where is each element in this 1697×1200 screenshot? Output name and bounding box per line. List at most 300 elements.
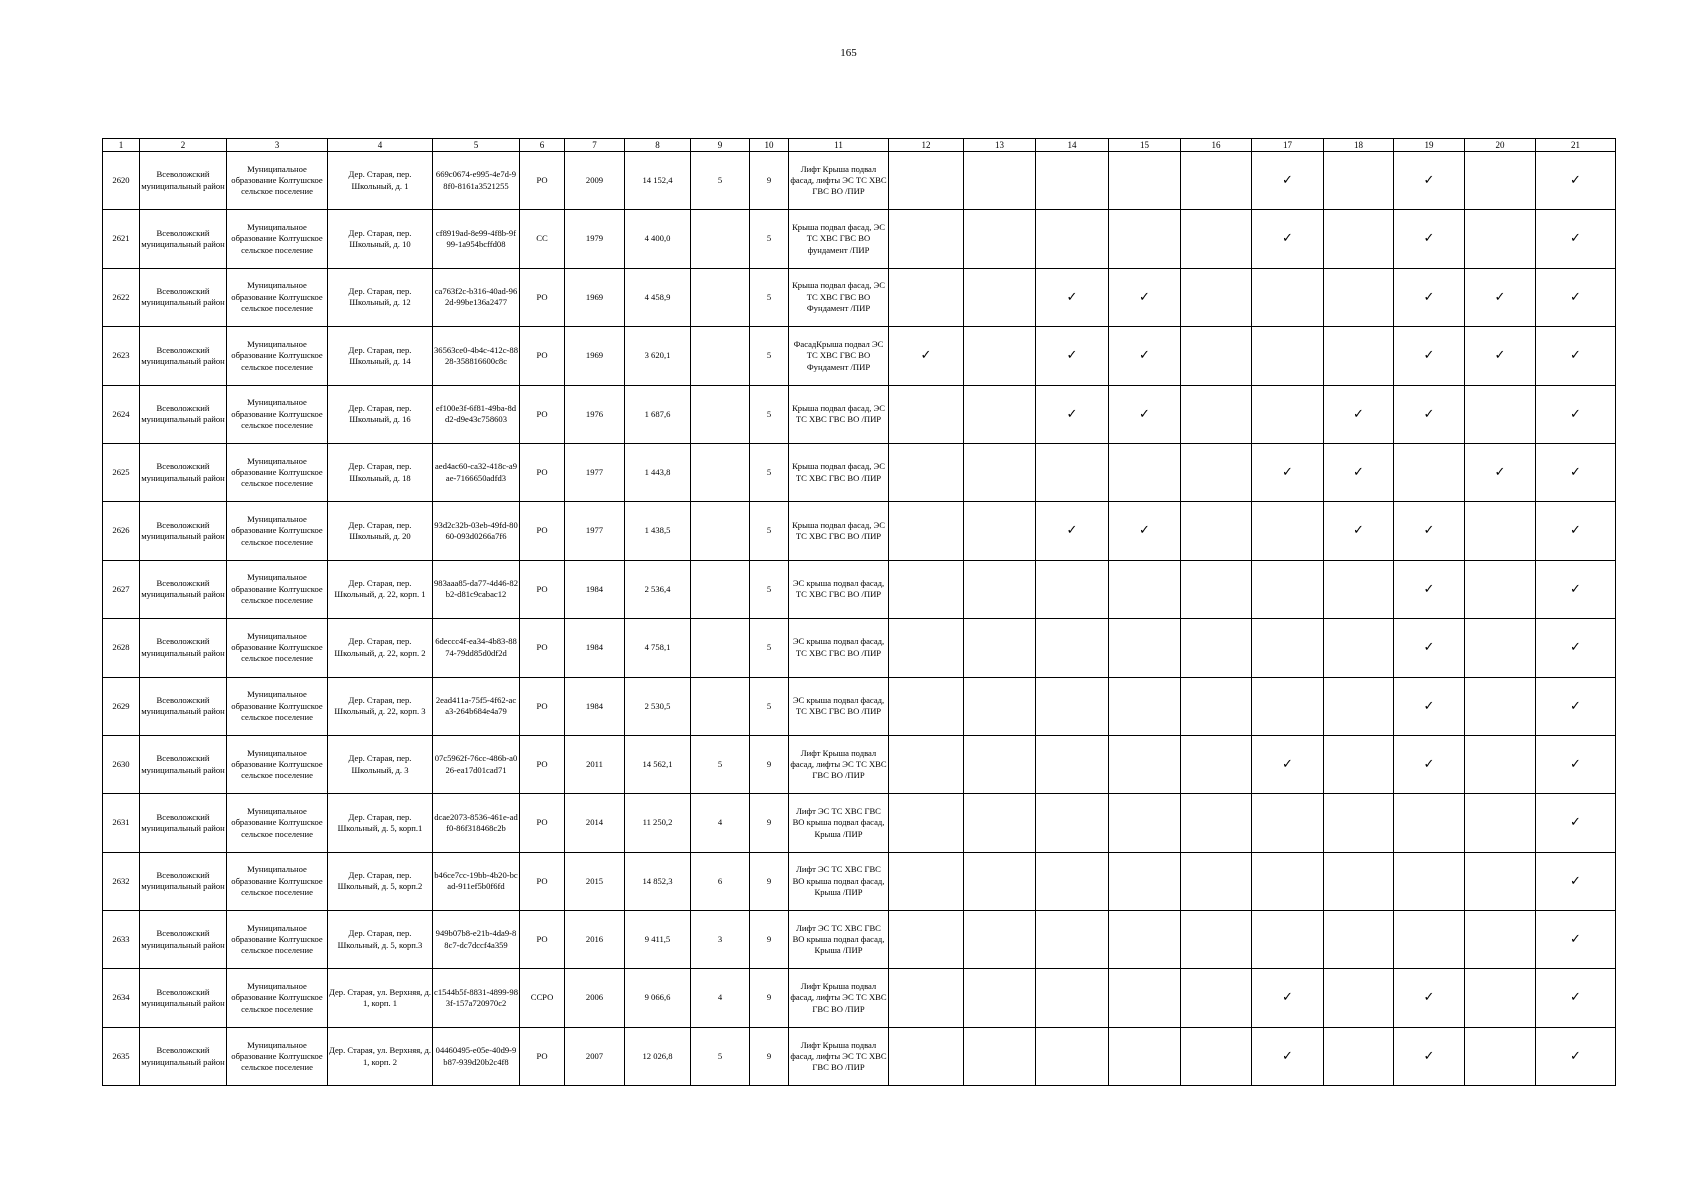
floors-cell: 9 bbox=[750, 911, 789, 969]
work-type-cell-15 bbox=[1109, 327, 1181, 385]
row-number: 2628 bbox=[103, 619, 140, 677]
row-number: 2627 bbox=[103, 560, 140, 618]
work-type-cell-20 bbox=[1465, 210, 1536, 268]
work-type-cell-20 bbox=[1465, 443, 1536, 501]
check-icon: ✓ bbox=[1570, 581, 1581, 597]
area-cell: 14 852,3 bbox=[625, 852, 691, 910]
work-type-cell-17 bbox=[1252, 385, 1324, 443]
district-cell: Всеволожский муниципальный район bbox=[140, 502, 227, 560]
table-row bbox=[103, 677, 1616, 735]
works-cell: ЭС крыша подвал фасад, ТС ХВС ГВС ВО /ПИР bbox=[789, 677, 889, 735]
row-number: 2624 bbox=[103, 385, 140, 443]
lift-count-cell bbox=[691, 560, 750, 618]
district-cell: Всеволожский муниципальный район bbox=[140, 619, 227, 677]
work-type-cell-18 bbox=[1324, 735, 1394, 793]
work-type-cell-19 bbox=[1394, 1027, 1465, 1085]
district-cell: Всеволожский муниципальный район bbox=[140, 677, 227, 735]
work-type-cell-19 bbox=[1394, 327, 1465, 385]
guid-cell: aed4ac60-ca32-418c-a9ae-7166650adfd3 bbox=[433, 443, 520, 501]
row-number: 2622 bbox=[103, 268, 140, 326]
check-icon: ✓ bbox=[1423, 348, 1435, 364]
work-type-cell-13 bbox=[964, 210, 1036, 268]
page-number: 165 bbox=[840, 47, 857, 59]
guid-cell: ef100e3f-6f81-49ba-8dd2-d9e43c758603 bbox=[433, 385, 520, 443]
address-cell: Дер. Старая, пер. Школьный, д. 22, корп. 3 bbox=[328, 677, 433, 735]
work-type-cell-17 bbox=[1252, 152, 1324, 210]
column-number-21: 21 bbox=[1536, 139, 1616, 152]
district-cell: Всеволожский муниципальный район bbox=[140, 327, 227, 385]
year-cell: 2006 bbox=[565, 969, 625, 1027]
work-type-cell-17 bbox=[1252, 268, 1324, 326]
guid-cell: 669c0674-e995-4e7d-98f0-8161a3521255 bbox=[433, 152, 520, 210]
guid-cell: b46ce7cc-19bb-4b20-bcad-911ef5b0f6fd bbox=[433, 852, 520, 910]
row-number: 2621 bbox=[103, 210, 140, 268]
work-type-cell-15 bbox=[1109, 443, 1181, 501]
municipality-cell: Муниципальное образование Колтушское сельское поселение bbox=[227, 560, 328, 618]
ownership-type-cell: РО bbox=[520, 560, 565, 618]
work-type-cell-21 bbox=[1536, 969, 1616, 1027]
work-type-cell-20 bbox=[1465, 735, 1536, 793]
district-cell: Всеволожский муниципальный район bbox=[140, 735, 227, 793]
work-type-cell-21 bbox=[1536, 560, 1616, 618]
row-number: 2625 bbox=[103, 443, 140, 501]
work-type-cell-16 bbox=[1181, 852, 1252, 910]
work-type-cell-13 bbox=[964, 327, 1036, 385]
table-row bbox=[103, 268, 1616, 326]
work-type-cell-13 bbox=[964, 852, 1036, 910]
work-type-cell-12 bbox=[889, 1027, 964, 1085]
work-type-cell-21 bbox=[1536, 735, 1616, 793]
work-type-cell-16 bbox=[1181, 210, 1252, 268]
work-type-cell-17 bbox=[1252, 794, 1324, 852]
column-number-9: 9 bbox=[691, 139, 750, 152]
ownership-type-cell: РО bbox=[520, 677, 565, 735]
row-number: 2626 bbox=[103, 502, 140, 560]
work-type-cell-13 bbox=[964, 1027, 1036, 1085]
work-type-cell-18 bbox=[1324, 560, 1394, 618]
table-row bbox=[103, 1027, 1616, 1085]
work-type-cell-15 bbox=[1109, 385, 1181, 443]
ownership-type-cell: РО bbox=[520, 385, 565, 443]
lift-count-cell bbox=[691, 502, 750, 560]
floors-cell: 5 bbox=[750, 619, 789, 677]
area-cell: 1 687,6 bbox=[625, 385, 691, 443]
work-type-cell-14 bbox=[1036, 911, 1109, 969]
column-number-5: 5 bbox=[433, 139, 520, 152]
check-icon: ✓ bbox=[1570, 640, 1581, 656]
check-icon: ✓ bbox=[1570, 348, 1581, 364]
year-cell: 1977 bbox=[565, 443, 625, 501]
work-type-cell-13 bbox=[964, 502, 1036, 560]
table-row bbox=[103, 443, 1616, 501]
lift-count-cell bbox=[691, 443, 750, 501]
work-type-cell-20 bbox=[1465, 969, 1536, 1027]
work-type-cell-17 bbox=[1252, 327, 1324, 385]
works-cell: Крыша подвал фасад, ЭС ТС ХВС ГВС ВО фундамент /ПИР bbox=[789, 210, 889, 268]
work-type-cell-13 bbox=[964, 385, 1036, 443]
address-cell: Дер. Старая, пер. Школьный, д. 16 bbox=[328, 385, 433, 443]
address-cell: Дер. Старая, пер. Школьный, д. 10 bbox=[328, 210, 433, 268]
year-cell: 1984 bbox=[565, 560, 625, 618]
work-type-cell-21 bbox=[1536, 794, 1616, 852]
check-icon: ✓ bbox=[1423, 173, 1435, 189]
work-type-cell-17 bbox=[1252, 210, 1324, 268]
check-icon: ✓ bbox=[1570, 231, 1581, 247]
municipality-cell: Муниципальное образование Колтушское сельское поселение bbox=[227, 385, 328, 443]
check-icon: ✓ bbox=[1353, 464, 1364, 480]
works-cell: ФасадКрыша подвал ЭС ТС ХВС ГВС ВО Фундамент /ПИР bbox=[789, 327, 889, 385]
work-type-cell-21 bbox=[1536, 1027, 1616, 1085]
ownership-type-cell: РО bbox=[520, 794, 565, 852]
row-number: 2633 bbox=[103, 911, 140, 969]
column-number-11: 11 bbox=[789, 139, 889, 152]
work-type-cell-19 bbox=[1394, 210, 1465, 268]
work-type-cell-12 bbox=[889, 619, 964, 677]
work-type-cell-14 bbox=[1036, 619, 1109, 677]
work-type-cell-14 bbox=[1036, 794, 1109, 852]
work-type-cell-18 bbox=[1324, 911, 1394, 969]
work-type-cell-15 bbox=[1109, 852, 1181, 910]
work-type-cell-20 bbox=[1465, 152, 1536, 210]
floors-cell: 5 bbox=[750, 677, 789, 735]
year-cell: 2015 bbox=[565, 852, 625, 910]
work-type-cell-12 bbox=[889, 969, 964, 1027]
year-cell: 1979 bbox=[565, 210, 625, 268]
floors-cell: 9 bbox=[750, 1027, 789, 1085]
check-icon: ✓ bbox=[1423, 581, 1435, 597]
column-number-2: 2 bbox=[140, 139, 227, 152]
work-type-cell-20 bbox=[1465, 911, 1536, 969]
row-number: 2631 bbox=[103, 794, 140, 852]
column-number-19: 19 bbox=[1394, 139, 1465, 152]
lift-count-cell bbox=[691, 327, 750, 385]
check-icon: ✓ bbox=[1139, 348, 1150, 364]
area-cell: 9 411,5 bbox=[625, 911, 691, 969]
works-cell: Лифт ЭС ТС ХВС ГВС ВО крыша подвал фасад, Крыша /ПИР bbox=[789, 911, 889, 969]
lift-count-cell: 6 bbox=[691, 852, 750, 910]
work-type-cell-17 bbox=[1252, 677, 1324, 735]
work-type-cell-16 bbox=[1181, 735, 1252, 793]
work-type-cell-18 bbox=[1324, 969, 1394, 1027]
check-icon: ✓ bbox=[1066, 289, 1078, 305]
work-type-cell-12 bbox=[889, 560, 964, 618]
work-type-cell-19 bbox=[1394, 911, 1465, 969]
address-cell: Дер. Старая, пер. Школьный, д. 5, корп.3 bbox=[328, 911, 433, 969]
work-type-cell-19 bbox=[1394, 969, 1465, 1027]
work-type-cell-16 bbox=[1181, 268, 1252, 326]
floors-cell: 5 bbox=[750, 327, 789, 385]
work-type-cell-14 bbox=[1036, 327, 1109, 385]
work-type-cell-19 bbox=[1394, 735, 1465, 793]
check-icon: ✓ bbox=[920, 348, 932, 364]
work-type-cell-16 bbox=[1181, 152, 1252, 210]
floors-cell: 5 bbox=[750, 268, 789, 326]
district-cell: Всеволожский муниципальный район bbox=[140, 911, 227, 969]
works-cell: Крыша подвал фасад, ЭС ТС ХВС ГВС ВО /ПИР bbox=[789, 502, 889, 560]
work-type-cell-12 bbox=[889, 502, 964, 560]
work-type-cell-20 bbox=[1465, 1027, 1536, 1085]
guid-cell: 949b07b8-e21b-4da9-88c7-dc7dccf4a359 bbox=[433, 911, 520, 969]
check-icon: ✓ bbox=[1066, 406, 1078, 422]
check-icon: ✓ bbox=[1423, 990, 1435, 1006]
work-type-cell-19 bbox=[1394, 385, 1465, 443]
work-type-cell-19 bbox=[1394, 852, 1465, 910]
row-number: 2630 bbox=[103, 735, 140, 793]
floors-cell: 5 bbox=[750, 210, 789, 268]
address-cell: Дер. Старая, ул. Верхняя, д. 1, корп. 1 bbox=[328, 969, 433, 1027]
guid-cell: 983aaa85-da77-4d46-82b2-d81c9cabac12 bbox=[433, 560, 520, 618]
district-cell: Всеволожский муниципальный район bbox=[140, 794, 227, 852]
work-type-cell-21 bbox=[1536, 619, 1616, 677]
guid-cell: c1544b5f-8831-4899-983f-157a720970c2 bbox=[433, 969, 520, 1027]
area-cell: 14 562,1 bbox=[625, 735, 691, 793]
check-icon: ✓ bbox=[1570, 289, 1581, 305]
work-type-cell-12 bbox=[889, 327, 964, 385]
municipality-cell: Муниципальное образование Колтушское сельское поселение bbox=[227, 911, 328, 969]
year-cell: 2007 bbox=[565, 1027, 625, 1085]
ownership-type-cell: РО bbox=[520, 852, 565, 910]
check-icon: ✓ bbox=[1282, 756, 1293, 772]
ownership-type-cell: РО bbox=[520, 1027, 565, 1085]
ownership-type-cell: РО bbox=[520, 268, 565, 326]
ownership-type-cell: РО bbox=[520, 911, 565, 969]
work-type-cell-13 bbox=[964, 152, 1036, 210]
work-type-cell-17 bbox=[1252, 911, 1324, 969]
work-type-cell-17 bbox=[1252, 443, 1324, 501]
area-cell: 2 530,5 bbox=[625, 677, 691, 735]
work-type-cell-19 bbox=[1394, 619, 1465, 677]
work-type-cell-13 bbox=[964, 794, 1036, 852]
work-type-cell-17 bbox=[1252, 560, 1324, 618]
works-cell: Крыша подвал фасад, ЭС ТС ХВС ГВС ВО Фундамент /ПИР bbox=[789, 268, 889, 326]
district-cell: Всеволожский муниципальный район bbox=[140, 210, 227, 268]
work-type-cell-18 bbox=[1324, 502, 1394, 560]
work-type-cell-17 bbox=[1252, 735, 1324, 793]
work-type-cell-14 bbox=[1036, 1027, 1109, 1085]
lift-count-cell: 5 bbox=[691, 735, 750, 793]
guid-cell: 07c5962f-76cc-486b-a026-ea17d01cad71 bbox=[433, 735, 520, 793]
column-number-20: 20 bbox=[1465, 139, 1536, 152]
check-icon: ✓ bbox=[1353, 406, 1364, 422]
district-cell: Всеволожский муниципальный район bbox=[140, 560, 227, 618]
check-icon: ✓ bbox=[1282, 231, 1293, 247]
work-type-cell-15 bbox=[1109, 911, 1181, 969]
work-type-cell-21 bbox=[1536, 268, 1616, 326]
row-number: 2632 bbox=[103, 852, 140, 910]
district-cell: Всеволожский муниципальный район bbox=[140, 268, 227, 326]
check-icon: ✓ bbox=[1066, 348, 1078, 364]
ownership-type-cell: РО bbox=[520, 443, 565, 501]
work-type-cell-18 bbox=[1324, 677, 1394, 735]
address-cell: Дер. Старая, пер. Школьный, д. 3 bbox=[328, 735, 433, 793]
work-type-cell-16 bbox=[1181, 560, 1252, 618]
area-cell: 3 620,1 bbox=[625, 327, 691, 385]
address-cell: Дер. Старая, пер. Школьный, д. 20 bbox=[328, 502, 433, 560]
guid-cell: ca763f2c-b316-40ad-962d-99be136a2477 bbox=[433, 268, 520, 326]
work-type-cell-13 bbox=[964, 969, 1036, 1027]
work-type-cell-20 bbox=[1465, 502, 1536, 560]
check-icon: ✓ bbox=[1570, 464, 1581, 480]
check-icon: ✓ bbox=[1423, 523, 1435, 539]
works-cell: Крыша подвал фасад, ЭС ТС ХВС ГВС ВО /ПИР bbox=[789, 443, 889, 501]
address-cell: Дер. Старая, пер. Школьный, д. 22, корп. 2 bbox=[328, 619, 433, 677]
ownership-type-cell: СС bbox=[520, 210, 565, 268]
check-icon: ✓ bbox=[1570, 698, 1581, 714]
column-number-3: 3 bbox=[227, 139, 328, 152]
lift-count-cell bbox=[691, 268, 750, 326]
guid-cell: 04460495-e05e-40d9-9b87-939d20b2c4f8 bbox=[433, 1027, 520, 1085]
floors-cell: 5 bbox=[750, 502, 789, 560]
year-cell: 1984 bbox=[565, 677, 625, 735]
work-type-cell-15 bbox=[1109, 619, 1181, 677]
work-type-cell-18 bbox=[1324, 852, 1394, 910]
row-number: 2634 bbox=[103, 969, 140, 1027]
check-icon: ✓ bbox=[1423, 231, 1435, 247]
work-type-cell-14 bbox=[1036, 852, 1109, 910]
table-row bbox=[103, 911, 1616, 969]
work-type-cell-17 bbox=[1252, 502, 1324, 560]
work-type-cell-15 bbox=[1109, 794, 1181, 852]
work-type-cell-21 bbox=[1536, 911, 1616, 969]
table-row bbox=[103, 210, 1616, 268]
works-cell: Крыша подвал фасад, ЭС ТС ХВС ГВС ВО /ПИР bbox=[789, 385, 889, 443]
work-type-cell-16 bbox=[1181, 1027, 1252, 1085]
work-type-cell-12 bbox=[889, 385, 964, 443]
column-number-row bbox=[103, 139, 1616, 152]
column-number-16: 16 bbox=[1181, 139, 1252, 152]
ownership-type-cell: РО bbox=[520, 619, 565, 677]
district-cell: Всеволожский муниципальный район bbox=[140, 385, 227, 443]
work-type-cell-18 bbox=[1324, 210, 1394, 268]
work-type-cell-12 bbox=[889, 735, 964, 793]
column-number-13: 13 bbox=[964, 139, 1036, 152]
check-icon: ✓ bbox=[1423, 640, 1435, 656]
year-cell: 2016 bbox=[565, 911, 625, 969]
column-number-7: 7 bbox=[565, 139, 625, 152]
lift-count-cell bbox=[691, 385, 750, 443]
municipality-cell: Муниципальное образование Колтушское сельское поселение bbox=[227, 327, 328, 385]
address-cell: Дер. Старая, пер. Школьный, д. 18 bbox=[328, 443, 433, 501]
table-row bbox=[103, 619, 1616, 677]
work-type-cell-16 bbox=[1181, 619, 1252, 677]
work-type-cell-14 bbox=[1036, 502, 1109, 560]
work-type-cell-15 bbox=[1109, 152, 1181, 210]
work-type-cell-14 bbox=[1036, 969, 1109, 1027]
work-type-cell-15 bbox=[1109, 735, 1181, 793]
work-type-cell-16 bbox=[1181, 794, 1252, 852]
column-number-6: 6 bbox=[520, 139, 565, 152]
table-row bbox=[103, 327, 1616, 385]
address-cell: Дер. Старая, пер. Школьный, д. 12 bbox=[328, 268, 433, 326]
table-row bbox=[103, 735, 1616, 793]
check-icon: ✓ bbox=[1282, 464, 1293, 480]
works-cell: Лифт Крыша подвал фасад, лифты ЭС ТС ХВС ГВС ВО /ПИР bbox=[789, 1027, 889, 1085]
works-cell: Лифт Крыша подвал фасад, лифты ЭС ТС ХВС ГВС ВО /ПИР bbox=[789, 152, 889, 210]
check-icon: ✓ bbox=[1570, 523, 1581, 539]
column-number-8: 8 bbox=[625, 139, 691, 152]
check-icon: ✓ bbox=[1282, 990, 1293, 1006]
lift-count-cell: 3 bbox=[691, 911, 750, 969]
ownership-type-cell: РО bbox=[520, 502, 565, 560]
municipality-cell: Муниципальное образование Колтушское сельское поселение bbox=[227, 210, 328, 268]
work-type-cell-16 bbox=[1181, 385, 1252, 443]
table-row bbox=[103, 852, 1616, 910]
work-type-cell-16 bbox=[1181, 327, 1252, 385]
work-type-cell-12 bbox=[889, 152, 964, 210]
work-type-cell-18 bbox=[1324, 152, 1394, 210]
work-type-cell-21 bbox=[1536, 502, 1616, 560]
area-cell: 1 443,8 bbox=[625, 443, 691, 501]
table-row bbox=[103, 794, 1616, 852]
column-number-17: 17 bbox=[1252, 139, 1324, 152]
houses-table bbox=[102, 138, 1616, 1086]
work-type-cell-12 bbox=[889, 443, 964, 501]
check-icon: ✓ bbox=[1423, 289, 1435, 305]
work-type-cell-14 bbox=[1036, 560, 1109, 618]
check-icon: ✓ bbox=[1570, 756, 1581, 772]
check-icon: ✓ bbox=[1282, 173, 1293, 189]
row-number: 2620 bbox=[103, 152, 140, 210]
area-cell: 11 250,2 bbox=[625, 794, 691, 852]
work-type-cell-19 bbox=[1394, 502, 1465, 560]
work-type-cell-20 bbox=[1465, 677, 1536, 735]
ownership-type-cell: РО bbox=[520, 152, 565, 210]
guid-cell: 2ead411a-75f5-4f62-aca3-264b684e4a79 bbox=[433, 677, 520, 735]
municipality-cell: Муниципальное образование Колтушское сельское поселение bbox=[227, 677, 328, 735]
column-number-1: 1 bbox=[103, 139, 140, 152]
work-type-cell-12 bbox=[889, 852, 964, 910]
work-type-cell-15 bbox=[1109, 677, 1181, 735]
address-cell: Дер. Старая, пер. Школьный, д. 14 bbox=[328, 327, 433, 385]
work-type-cell-15 bbox=[1109, 268, 1181, 326]
work-type-cell-17 bbox=[1252, 852, 1324, 910]
table-row bbox=[103, 152, 1616, 210]
works-cell: ЭС крыша подвал фасад, ТС ХВС ГВС ВО /ПИР bbox=[789, 560, 889, 618]
lift-count-cell bbox=[691, 210, 750, 268]
guid-cell: dcae2073-8536-461e-adf0-86f318468c2b bbox=[433, 794, 520, 852]
floors-cell: 5 bbox=[750, 443, 789, 501]
check-icon: ✓ bbox=[1494, 289, 1506, 305]
check-icon: ✓ bbox=[1494, 464, 1506, 480]
year-cell: 2014 bbox=[565, 794, 625, 852]
work-type-cell-14 bbox=[1036, 677, 1109, 735]
work-type-cell-20 bbox=[1465, 560, 1536, 618]
check-icon: ✓ bbox=[1139, 289, 1150, 305]
column-number-15: 15 bbox=[1109, 139, 1181, 152]
year-cell: 2011 bbox=[565, 735, 625, 793]
work-type-cell-21 bbox=[1536, 677, 1616, 735]
work-type-cell-13 bbox=[964, 443, 1036, 501]
lift-count-cell bbox=[691, 619, 750, 677]
guid-cell: 6deccc4f-ea34-4b83-8874-79dd85d0df2d bbox=[433, 619, 520, 677]
ownership-type-cell: ССРО bbox=[520, 969, 565, 1027]
work-type-cell-19 bbox=[1394, 794, 1465, 852]
year-cell: 1969 bbox=[565, 268, 625, 326]
municipality-cell: Муниципальное образование Колтушское сельское поселение bbox=[227, 443, 328, 501]
table-row bbox=[103, 385, 1616, 443]
work-type-cell-12 bbox=[889, 677, 964, 735]
work-type-cell-20 bbox=[1465, 794, 1536, 852]
check-icon: ✓ bbox=[1066, 523, 1078, 539]
municipality-cell: Муниципальное образование Колтушское сельское поселение bbox=[227, 794, 328, 852]
district-cell: Всеволожский муниципальный район bbox=[140, 152, 227, 210]
work-type-cell-21 bbox=[1536, 327, 1616, 385]
work-type-cell-18 bbox=[1324, 443, 1394, 501]
address-cell: Дер. Старая, пер. Школьный, д. 22, корп. 1 bbox=[328, 560, 433, 618]
work-type-cell-21 bbox=[1536, 210, 1616, 268]
work-type-cell-19 bbox=[1394, 152, 1465, 210]
year-cell: 1984 bbox=[565, 619, 625, 677]
